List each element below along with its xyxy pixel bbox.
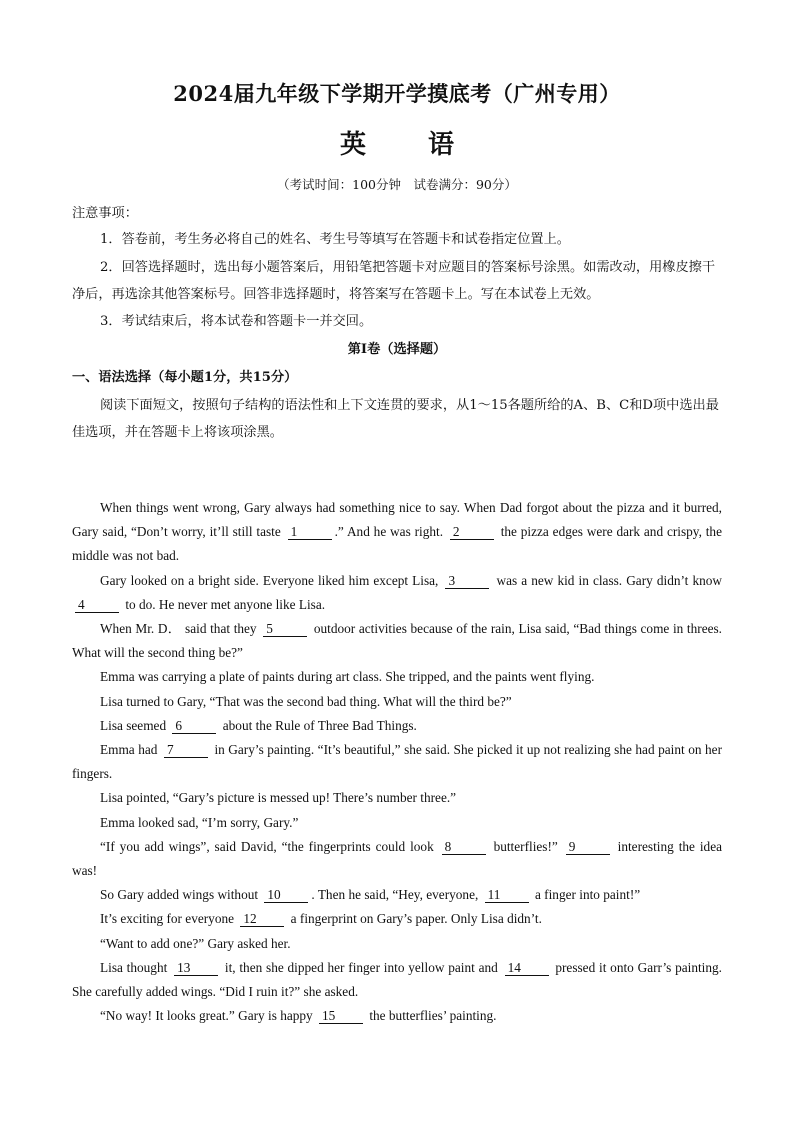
passage-paragraph-9: Emma looked sad, “I’m sorry, Gary.” <box>100 814 299 830</box>
passage-paragraph-6: Lisa seemed 6 about the Rule of Three Bad Things. <box>100 717 417 733</box>
blank-5: 5 <box>263 621 307 637</box>
blank-10: 10 <box>264 887 308 903</box>
passage-paragraph-1: When things went wrong, Gary always had something nice to say. When Dad forgot about the pizza and it burred, Gary said, “Don’t worry, it’ll still taste 1 .” And he was right. 2 the pizza edges were dark and crispy, the middle was not bad. <box>72 500 722 564</box>
blank-15: 15 <box>319 1008 363 1024</box>
passage-paragraph-14: Lisa thought 13 it, then she dipped her finger into yellow paint and 14 pressed it onto Garr’s painting. She carefully added wings. “Did I ruin it?” she asked. <box>72 959 723 1000</box>
passage-paragraph-8: Lisa pointed, “Gary’s picture is messed up! There’s number three.” <box>100 790 457 806</box>
subject-char-1: 英 <box>339 130 366 160</box>
subject-title <box>0 124 794 161</box>
passage-paragraph-10: “If you add wings”, said David, “the fingerprints could look 8 butterflies!” 9 interesting the idea was! <box>72 838 722 879</box>
blank-3: 3 <box>445 573 489 589</box>
notice-item-1: 1．答卷前，考生务必将自己的姓名、考生号等填写在答题卡和试卷指定位置上。 <box>100 232 570 247</box>
blank-6: 6 <box>172 718 216 734</box>
passage-paragraph-4: Emma was carrying a plate of paints during art class. She tripped, and the paints went flying. <box>100 669 595 685</box>
blank-13: 13 <box>174 960 218 976</box>
passage-paragraph-15: “No way! It looks great.” Gary is happy 15 the butterflies’ painting. <box>100 1008 497 1024</box>
blank-2: 2 <box>450 524 494 540</box>
blank-4: 4 <box>75 597 119 613</box>
blank-12: 12 <box>240 911 284 927</box>
passage-paragraph-12: It’s exciting for everyone 12 a fingerprint on Gary’s paper. Only Lisa didn’t. <box>100 911 542 927</box>
blank-9: 9 <box>566 839 610 855</box>
reading-passage <box>72 496 722 1028</box>
section-title: 一、语法选择（每小题1分，共15分） <box>72 370 298 385</box>
blank-7: 7 <box>164 742 208 758</box>
passage-paragraph-3: When Mr. D． said that they 5 outdoor activities because of the rain, Lisa said, “Bad things come in threes. What will the second thing be?” <box>72 621 723 661</box>
notice-item-2: 2．回答选择题时，选出每小题答案后，用铅笔把答题卡对应题目的答案标号涂黑。如需改动，用橡皮擦干净后，再选涂其他答案标号。回答非选择题时，将答案写在答题卡上。写在本试卷上无效。 <box>72 260 716 302</box>
passage-paragraph-5: Lisa turned to Gary, “That was the second bad thing. What will the third be?” <box>100 693 512 709</box>
passage-paragraph-2: Gary looked on a bright side. Everyone liked him except Lisa, 3 was a new kid in class. Gary didn’t know 4 to do. He never met anyone like Lisa. <box>72 569 722 617</box>
exam-info: （考试时间：100分钟 试卷满分：90分） <box>277 177 517 192</box>
blank-11: 11 <box>485 887 529 903</box>
passage-paragraph-13: “Want to add one?” Gary asked her. <box>100 935 291 951</box>
notice-title: 注意事项： <box>72 206 138 221</box>
notice-item-3: 3．考试结束后，将本试卷和答题卡一并交回。 <box>100 314 373 329</box>
exam-title: 2024届九年级下学期开学摸底考（广州专用） <box>173 81 621 106</box>
blank-8: 8 <box>442 839 486 855</box>
blank-1: 1 <box>288 524 332 540</box>
part-title: 第Ⅰ卷（选择题） <box>347 342 447 357</box>
passage-paragraph-7: Emma had 7 in Gary’s painting. “It’s beautiful,” she said. She picked it up not realizing she had paint on her fingers. <box>72 742 722 782</box>
subject-char-2: 语 <box>428 130 455 160</box>
section-instruction: 阅读下面短文，按照句子结构的语法性和上下文连贯的要求，从1～15各题所给的A、B、C和D项中选出最佳选项，并在答题卡上将该项涂黑。 <box>72 398 719 440</box>
passage-paragraph-11: So Gary added wings without 10 . Then he said, “Hey, everyone, 11 a finger into paint!” <box>100 887 641 903</box>
blank-14: 14 <box>505 960 549 976</box>
